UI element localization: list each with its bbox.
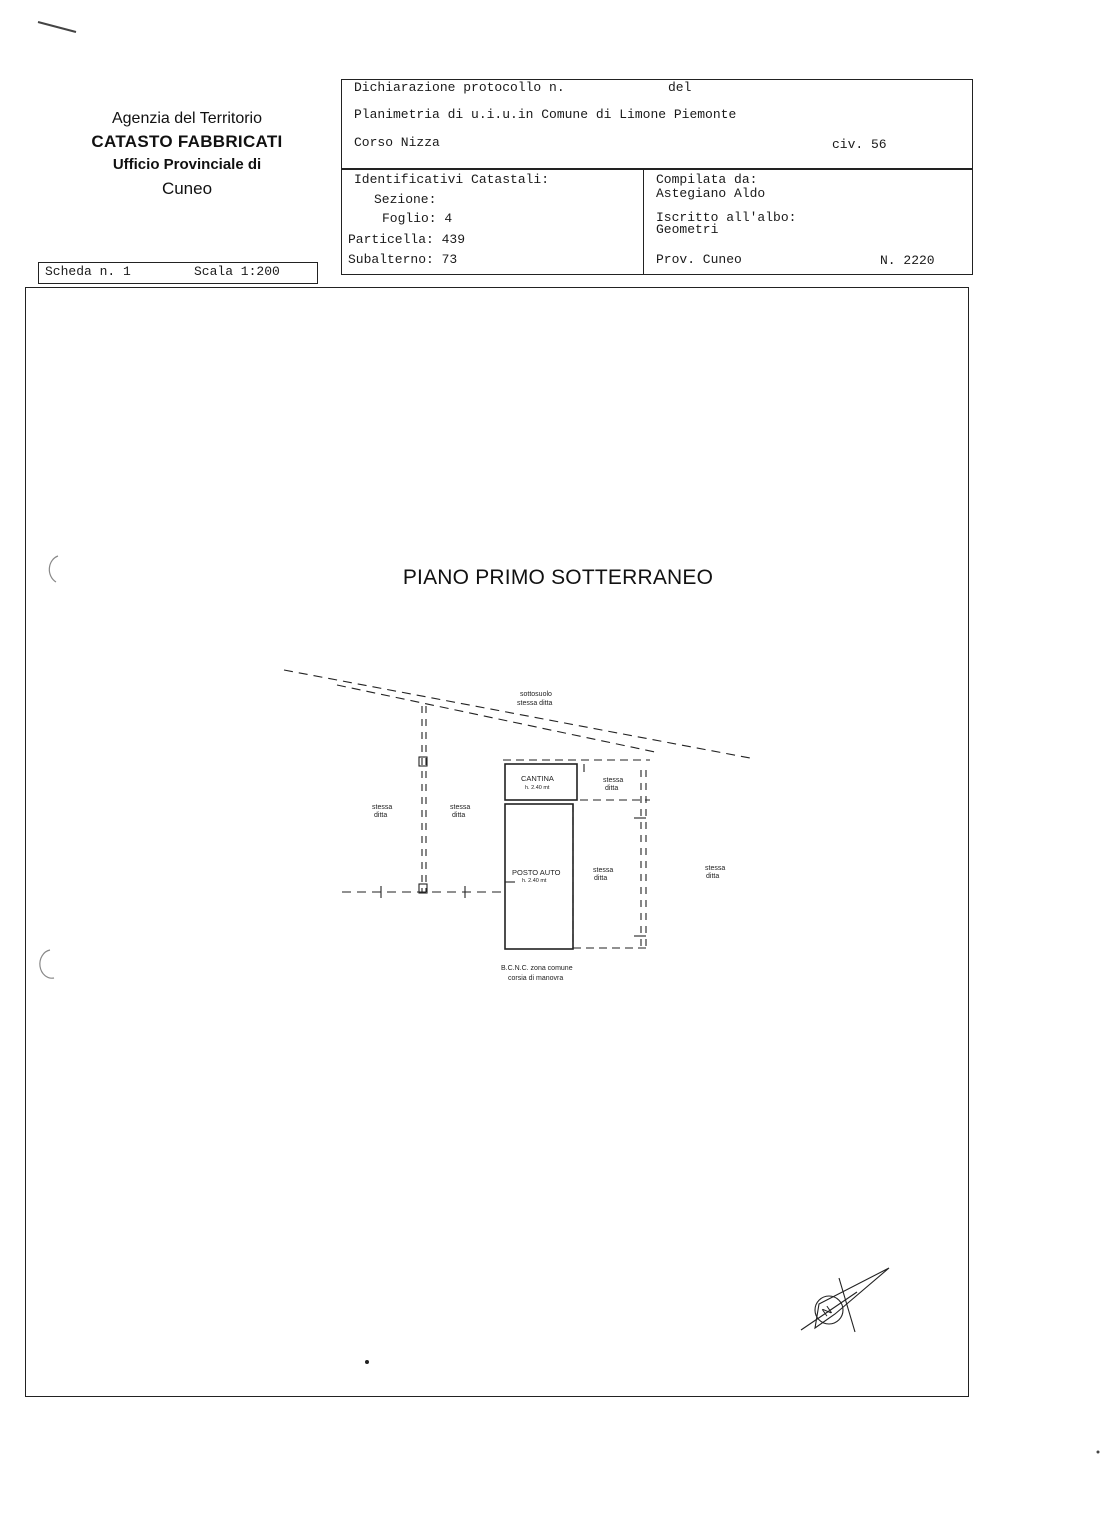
cantina-label: CANTINA (521, 774, 554, 783)
ditta-label-right-outer: ditta (706, 873, 720, 880)
ditta-label-left: ditta (374, 812, 388, 819)
stessa-label-right-outer: stessa (705, 865, 726, 872)
office-city: Cuneo (161, 179, 213, 198)
posto-auto-label: POSTO AUTO (512, 868, 561, 877)
planimetria-label: Planimetria di u.i.u.in Comune di Limone Piemonte (354, 107, 737, 122)
stessa-label-right-inner: stessa (593, 867, 614, 874)
street-label: Corso Nizza (354, 135, 440, 150)
cantina-height: h. 2.40 mt (525, 785, 550, 791)
foglio-label: Foglio: 4 (382, 211, 453, 226)
del-label: del (668, 80, 692, 95)
albo-number: N. 2220 (880, 253, 935, 268)
north-label: N (819, 1302, 835, 1320)
stessa-label-left: stessa (372, 804, 393, 811)
identificativi-title: Identificativi Catastali: (354, 172, 550, 187)
ditta-label-cantina: ditta (605, 785, 619, 792)
agency-name: Agenzia del Territorio (111, 110, 262, 127)
albo-value: Geometri (656, 222, 719, 237)
stessa-label-center: stessa (450, 804, 471, 811)
sottosuolo-ditta-label: stessa ditta (517, 700, 553, 707)
bcnc-label: B.C.N.C. zona comune (501, 965, 573, 972)
corsia-label: corsia di manovra (508, 975, 564, 982)
sottosuolo-label: sottosuolo (520, 691, 552, 698)
ditta-label-center: ditta (452, 812, 466, 819)
civico-label: civ. 56 (832, 137, 887, 152)
scale-label: Scala 1:200 (194, 264, 280, 279)
plan-title: PIANO PRIMO SOTTERRANEO (402, 566, 714, 589)
catasto-title: CATASTO FABBRICATI (91, 132, 283, 151)
compilata-name: Astegiano Aldo (656, 186, 766, 201)
sezione-label: Sezione: (374, 192, 437, 207)
office-label: Ufficio Provinciale di (112, 156, 262, 173)
subalterno-label: Subalterno: 73 (348, 252, 458, 267)
dichiarazione-label: Dichiarazione protocollo n. (354, 80, 565, 95)
ditta-label-right-inner: ditta (594, 875, 608, 882)
compilata-title: Compilata da: (656, 172, 758, 187)
prov-label: Prov. Cuneo (656, 252, 742, 267)
albo-label: Iscritto all'albo: (656, 210, 797, 225)
posto-auto-height: h. 2.40 mt (522, 878, 547, 884)
scheda-label: Scheda n. 1 (45, 264, 131, 279)
particella-label: Particella: 439 (348, 232, 466, 247)
stessa-label-cantina: stessa (603, 777, 624, 784)
